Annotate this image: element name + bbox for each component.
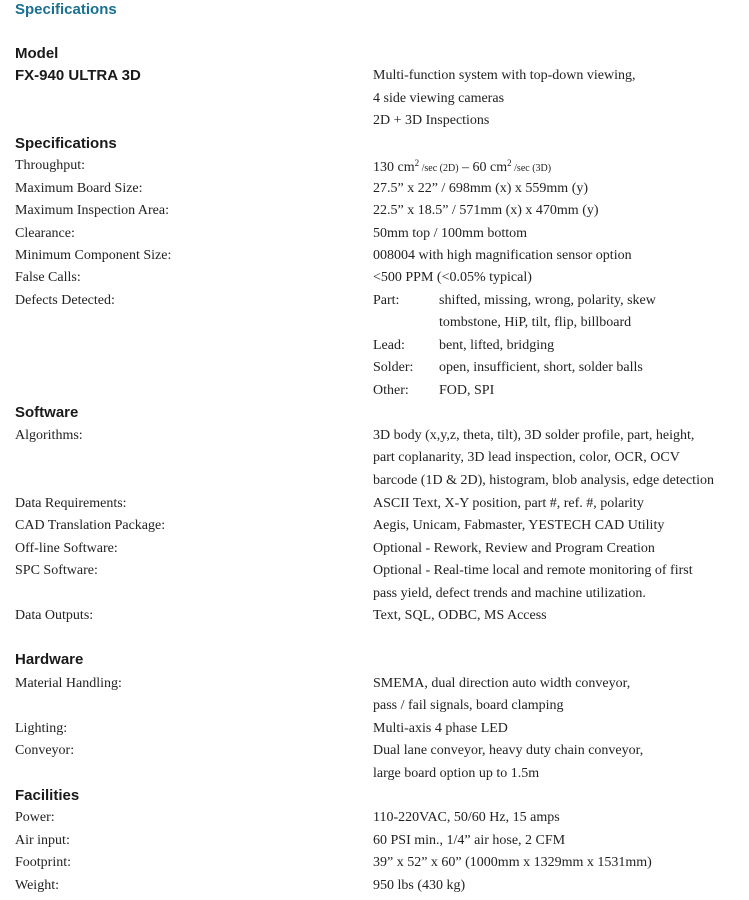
hardware-label: Material Handling:	[15, 676, 122, 691]
software-value: ASCII Text, X-Y position, part #, ref. #, polarity	[373, 496, 644, 511]
throughput-2d-unit: /sec (2D)	[419, 163, 459, 174]
software-label: CAD Translation Package:	[15, 518, 166, 533]
software-label: SPC Software:	[15, 563, 98, 578]
spec-label: False Calls:	[15, 270, 81, 285]
spec-label: Minimum Component Size:	[15, 248, 172, 263]
spec-label: Maximum Inspection Area:	[15, 203, 169, 218]
model-line: Multi-function system with top-down viewing,	[373, 68, 636, 83]
software-label: Algorithms:	[15, 428, 83, 443]
defect-category: Part:	[373, 293, 400, 308]
software-value: part coplanarity, 3D lead inspection, color, OCR, OCV	[373, 450, 680, 465]
spec-value: 008004 with high magnification sensor option	[373, 248, 632, 263]
facilities-value: 39” x 52” x 60” (1000mm x 1329mm x 1531mm)	[373, 855, 652, 870]
model-line: 2D + 3D Inspections	[373, 113, 490, 128]
software-value: Text, SQL, ODBC, MS Access	[373, 608, 547, 623]
software-value: pass yield, defect trends and machine utilization.	[373, 586, 646, 601]
hardware-value: pass / fail signals, board clamping	[373, 698, 564, 713]
spec-value: 50mm top / 100mm bottom	[373, 226, 528, 241]
defect-category: Other:	[373, 383, 409, 398]
facilities-label: Footprint:	[15, 855, 72, 870]
facilities-value: 110-220VAC, 50/60 Hz, 15 amps	[373, 810, 560, 825]
defects-label: Defects Detected:	[15, 293, 115, 308]
hardware-heading: Hardware	[15, 651, 84, 668]
software-value: Aegis, Unicam, Fabmaster, YESTECH CAD Utility	[373, 518, 665, 533]
software-value: Optional - Rework, Review and Program Creation	[373, 541, 655, 556]
defect-list: shifted, missing, wrong, polarity, skew	[439, 293, 656, 308]
hardware-label: Lighting:	[15, 721, 68, 736]
throughput-2d: 130 cm	[373, 160, 415, 175]
facilities-heading: Facilities	[15, 787, 80, 804]
defect-list: tombstone, HiP, tilt, flip, billboard	[439, 315, 632, 330]
hardware-value: Multi-axis 4 phase LED	[373, 721, 508, 736]
facilities-label: Weight:	[15, 878, 59, 893]
software-label: Data Requirements:	[15, 496, 127, 511]
throughput-value	[373, 158, 551, 176]
spec-value: <500 PPM (<0.05% typical)	[373, 270, 532, 285]
page-title: Specifications	[15, 1, 117, 18]
model-heading: Model	[15, 45, 59, 62]
software-label: Off-line Software:	[15, 541, 118, 556]
defect-list: FOD, SPI	[439, 383, 495, 398]
defect-category: Solder:	[373, 360, 414, 375]
facilities-label: Power:	[15, 810, 55, 825]
throughput-2d-sup: 2	[414, 158, 420, 168]
software-label: Data Outputs:	[15, 608, 94, 623]
spec-label: Clearance:	[15, 226, 75, 241]
throughput-dash: –	[458, 160, 473, 175]
defect-category: Lead:	[373, 338, 405, 353]
spec-value: 27.5” x 22” / 698mm (x) x 559mm (y)	[373, 181, 589, 196]
hardware-value: SMEMA, dual direction auto width conveyor,	[373, 676, 631, 691]
software-heading: Software	[15, 404, 79, 421]
hardware-value: Dual lane conveyor, heavy duty chain conveyor,	[373, 743, 644, 758]
specifications-heading: Specifications	[15, 135, 117, 152]
throughput-3d: 60 cm	[472, 160, 508, 175]
hardware-label: Conveyor:	[15, 743, 75, 758]
software-value: 3D body (x,y,z, theta, tilt), 3D solder profile, part, height,	[373, 428, 695, 443]
model-name: FX-940 ULTRA 3D	[15, 67, 141, 84]
spec-value: 22.5” x 18.5” / 571mm (x) x 470mm (y)	[373, 203, 599, 218]
throughput-label: Throughput:	[15, 158, 85, 173]
throughput-3d-unit: /sec (3D)	[511, 163, 552, 174]
facilities-value: 60 PSI min., 1/4” air hose, 2 CFM	[373, 833, 566, 848]
spec-label: Maximum Board Size:	[15, 181, 143, 196]
model-line: 4 side viewing cameras	[373, 91, 505, 106]
defect-list: bent, lifted, bridging	[439, 338, 555, 353]
facilities-label: Air input:	[15, 833, 70, 848]
hardware-value: large board option up to 1.5m	[373, 766, 540, 781]
throughput-3d-sup: 2	[507, 158, 512, 168]
software-value: barcode (1D & 2D), histogram, blob analysis, edge detection	[373, 473, 714, 488]
software-value: Optional - Real-time local and remote monitoring of first	[373, 563, 693, 578]
facilities-value: 950 lbs (430 kg)	[373, 878, 466, 893]
defect-list: open, insufficient, short, solder balls	[439, 360, 643, 375]
